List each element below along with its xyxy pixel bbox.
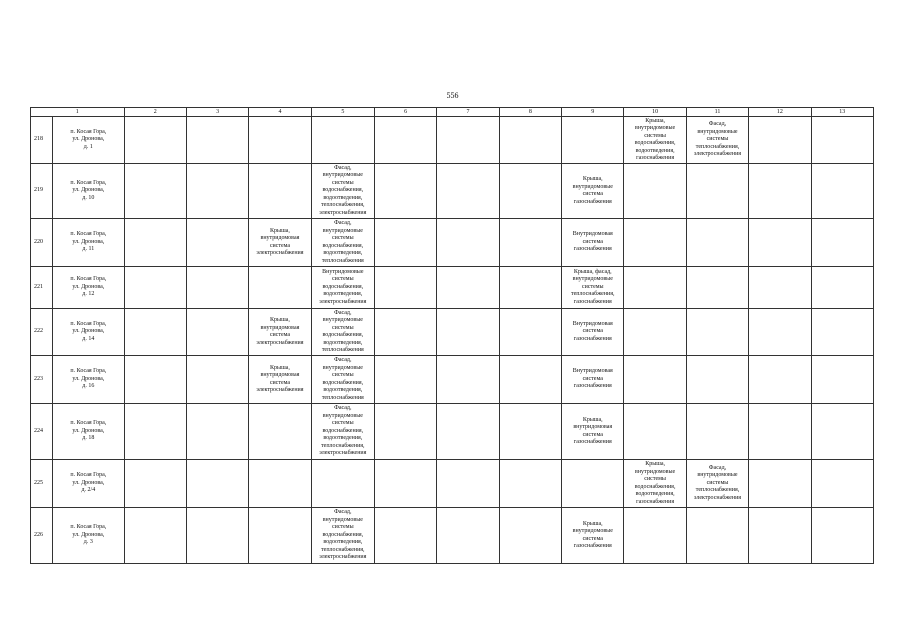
work-cell [811, 267, 873, 309]
row-number-cell: 224 [31, 404, 53, 460]
work-cell [811, 219, 873, 267]
work-cell [311, 460, 374, 508]
work-cell [749, 404, 811, 460]
table-row [31, 356, 874, 404]
work-cell [186, 164, 248, 219]
work-cell [811, 164, 873, 219]
work-cell [186, 309, 248, 356]
work-cell: Внутридомовые системы водоснабжения, водоотведения, электроснабжения [311, 267, 374, 309]
header-cell: 7 [437, 108, 499, 117]
header-cell: 3 [186, 108, 248, 117]
work-cell: Крыша, внутридомовая система электроснабжения [249, 309, 311, 356]
work-cell [186, 219, 248, 267]
work-cell: Фасад, внутридомовые системы водоснабжения, водоотведения, теплоснабжения [311, 309, 374, 356]
header-cell: 11 [686, 108, 748, 117]
address-cell: п. Косая Гора, ул. Дронова, д. 11 [53, 219, 124, 267]
work-cell [624, 508, 686, 564]
work-cell [249, 508, 311, 564]
work-cell [186, 508, 248, 564]
work-cell [811, 117, 873, 164]
work-cell [749, 164, 811, 219]
work-cell: Крыша, фасад, внутридомовые системы теплоснабжения, газоснабжения [562, 267, 624, 309]
header-cell: 13 [811, 108, 873, 117]
header-row [31, 108, 874, 117]
work-cell [686, 356, 748, 404]
table-row [31, 404, 874, 460]
work-cell [124, 356, 186, 404]
work-cell: Фасад, внутридомовые системы водоснабжения, водоотведения, теплоснабжения, электроснабжения [311, 404, 374, 460]
header-cell: 8 [499, 108, 561, 117]
work-cell [437, 164, 499, 219]
address-cell: п. Косая Гора, ул. Дронова, д. 14 [53, 309, 124, 356]
work-cell: Фасад, внутридомовые системы теплоснабжения, электроснабжения [686, 117, 748, 164]
work-cell [437, 267, 499, 309]
works-table [30, 107, 874, 564]
work-cell [749, 267, 811, 309]
table-row [31, 460, 874, 508]
work-cell [437, 404, 499, 460]
table-row [31, 508, 874, 564]
work-cell [437, 356, 499, 404]
work-cell [186, 404, 248, 460]
work-cell [437, 309, 499, 356]
work-cell [499, 404, 561, 460]
work-cell: Крыша, внутридомовые система газоснабжения [562, 508, 624, 564]
header-cell: 5 [311, 108, 374, 117]
table-row [31, 164, 874, 219]
row-number-cell: 219 [31, 164, 53, 219]
work-cell [124, 508, 186, 564]
work-cell [562, 460, 624, 508]
address-cell: п. Косая Гора, ул. Дронова, д. 10 [53, 164, 124, 219]
work-cell [749, 117, 811, 164]
work-cell [124, 404, 186, 460]
work-cell [249, 117, 311, 164]
address-cell: п. Косая Гора, ул. Дронова, д. 16 [53, 356, 124, 404]
work-cell [124, 460, 186, 508]
work-cell [624, 219, 686, 267]
work-cell [375, 267, 437, 309]
row-number-cell: 223 [31, 356, 53, 404]
work-cell [437, 219, 499, 267]
work-cell: Крыша, внутридомовая система электроснабжения [249, 219, 311, 267]
work-cell: Внутридомовая система газоснабжения [562, 309, 624, 356]
work-cell [249, 267, 311, 309]
table-row [31, 267, 874, 309]
work-cell [686, 404, 748, 460]
work-cell [499, 164, 561, 219]
work-cell [249, 460, 311, 508]
address-cell: п. Косая Гора, ул. Дронова, д. 12 [53, 267, 124, 309]
work-cell [624, 356, 686, 404]
work-cell [375, 356, 437, 404]
work-cell [686, 267, 748, 309]
work-cell [186, 117, 248, 164]
work-cell [749, 508, 811, 564]
work-cell [186, 267, 248, 309]
work-cell [375, 164, 437, 219]
work-cell [624, 164, 686, 219]
work-cell [437, 460, 499, 508]
row-number-cell: 218 [31, 117, 53, 164]
row-number-cell: 220 [31, 219, 53, 267]
work-cell [499, 460, 561, 508]
row-number-cell: 226 [31, 508, 53, 564]
header-cell: 4 [249, 108, 311, 117]
work-cell [562, 117, 624, 164]
work-cell [124, 219, 186, 267]
work-cell [375, 404, 437, 460]
work-cell [624, 309, 686, 356]
work-cell [311, 117, 374, 164]
row-number-cell: 225 [31, 460, 53, 508]
work-cell [749, 309, 811, 356]
work-cell [375, 309, 437, 356]
work-cell [686, 219, 748, 267]
work-cell: Внутридомовая система газоснабжения [562, 356, 624, 404]
work-cell [249, 164, 311, 219]
work-cell [186, 460, 248, 508]
work-cell [811, 404, 873, 460]
work-cell [811, 309, 873, 356]
work-cell: Крыша, внутридомовые системы водоснабжения, водоотведения, газоснабжения [624, 117, 686, 164]
work-cell [437, 508, 499, 564]
work-cell [499, 309, 561, 356]
work-cell: Крыша, внутридомовые система газоснабжения [562, 164, 624, 219]
work-cell: Крыша, внутридомовая система электроснабжения [249, 356, 311, 404]
work-cell [375, 117, 437, 164]
work-cell [686, 508, 748, 564]
address-cell: п. Косая Гора, ул. Дронова, д. 2/4 [53, 460, 124, 508]
work-cell [124, 267, 186, 309]
work-cell [124, 164, 186, 219]
work-cell [811, 356, 873, 404]
work-cell: Крыша, внутридомовые системы водоснабжения, водоотведения, газоснабжения [624, 460, 686, 508]
work-cell [624, 267, 686, 309]
work-cell: Фасад, внутридомовые системы водоснабжения, водоотведения, теплоснабжения, электроснабжения [311, 508, 374, 564]
header-cell: 1 [31, 108, 125, 117]
address-cell: п. Косая Гора, ул. Дронова, д. 1 [53, 117, 124, 164]
work-cell [499, 356, 561, 404]
work-cell: Внутридомовая система газоснабжения [562, 219, 624, 267]
header-cell: 9 [562, 108, 624, 117]
table-row [31, 309, 874, 356]
header-cell: 2 [124, 108, 186, 117]
work-cell [686, 164, 748, 219]
row-number-cell: 222 [31, 309, 53, 356]
work-cell: Фасад, внутридомовые системы теплоснабжения, электроснабжения [686, 460, 748, 508]
header-cell: 12 [749, 108, 811, 117]
work-cell [499, 117, 561, 164]
page-number: 556 [446, 91, 459, 100]
work-cell [499, 219, 561, 267]
header-cell: 6 [375, 108, 437, 117]
work-cell [749, 460, 811, 508]
work-cell [499, 267, 561, 309]
work-cell [124, 117, 186, 164]
work-cell [749, 356, 811, 404]
work-cell: Фасад, внутридомовые системы водоснабжения, водоотведения, теплоснабжения [311, 356, 374, 404]
work-cell [811, 460, 873, 508]
table-row [31, 219, 874, 267]
work-cell [624, 404, 686, 460]
work-cell [375, 219, 437, 267]
work-cell [249, 404, 311, 460]
work-cell [186, 356, 248, 404]
work-cell [437, 117, 499, 164]
work-cell [375, 460, 437, 508]
address-cell: п. Косая Гора, ул. Дронова, д. 3 [53, 508, 124, 564]
work-cell: Крыша, внутридомовая система газоснабжения [562, 404, 624, 460]
work-cell [124, 309, 186, 356]
work-cell [686, 309, 748, 356]
row-number-cell: 221 [31, 267, 53, 309]
work-cell: Фасад, внутридомовые системы водоснабжения, водоотведения, теплоснабжения [311, 219, 374, 267]
work-cell: Фасад, внутридомовые системы водоснабжения, водоотведения, теплоснабжения, электроснабжения [311, 164, 374, 219]
table-row [31, 117, 874, 164]
address-cell: п. Косая Гора, ул. Дронова, д. 18 [53, 404, 124, 460]
work-cell [499, 508, 561, 564]
header-cell: 10 [624, 108, 686, 117]
work-cell [749, 219, 811, 267]
work-cell [811, 508, 873, 564]
work-cell [375, 508, 437, 564]
